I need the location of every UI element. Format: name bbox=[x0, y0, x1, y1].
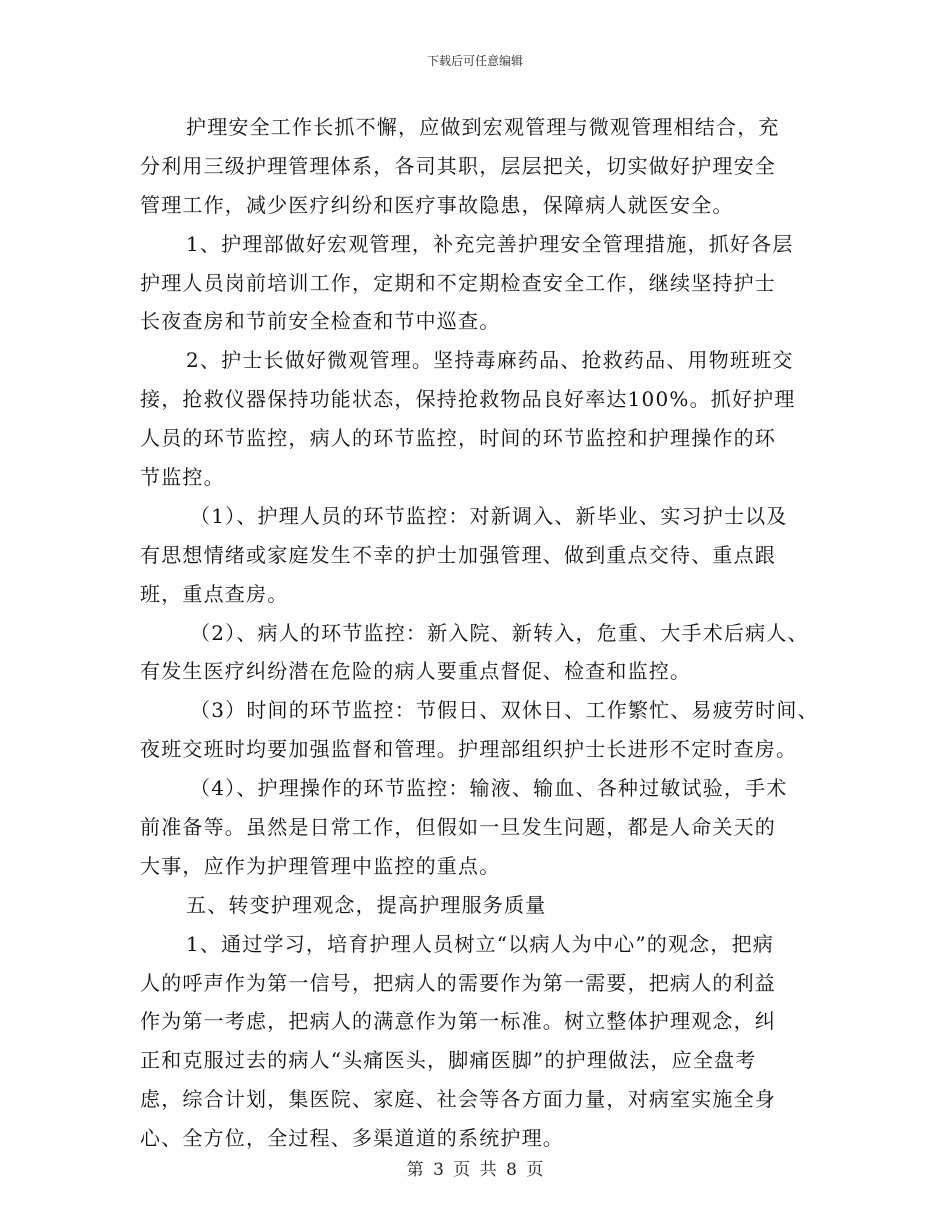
text-line: 有发生医疗纠纷潜在危险的病人要重点督促、检查和监控。 bbox=[140, 659, 692, 684]
text-line: 虑，综合计划，集医院、家庭、社会等各方面力量，对病室实施全身 bbox=[140, 1087, 776, 1112]
text-line: （2）、病人的环节监控：新入院、新转入，危重、大手术后病人、 bbox=[190, 620, 809, 645]
text-line: 心、全方位，全过程、多渠道道的系统护理。 bbox=[140, 1126, 564, 1151]
text-line: 作为第一考虑，把病人的满意作为第一标准。树立整体护理观念，纠 bbox=[140, 1009, 776, 1034]
text-line: 护理安全工作长抓不懈，应做到宏观管理与微观管理相结合，充 bbox=[186, 115, 780, 139]
text-line: （3）时间的环节监控：节假日、双休日、工作繁忙、易疲劳时间、 bbox=[190, 698, 819, 723]
text-line: 正和克服过去的病人“头痛医头，脚痛医脚”的护理做法，应全盘考 bbox=[140, 1048, 757, 1073]
text-line: （1）、护理人员的环节监控：对新调入、新毕业、实习护士以及 bbox=[190, 503, 788, 528]
text-line: 分利用三级护理管理体系，各司其职，层层把关，切实做好护理安全 bbox=[140, 153, 776, 178]
page-header-note: 下载后可任意编辑 bbox=[426, 54, 523, 68]
section-heading: 五、转变护理观念，提高护理服务质量 bbox=[186, 892, 547, 917]
text-line: 大事，应作为护理管理中监控的重点。 bbox=[140, 853, 501, 878]
text-line: 1、护理部做好宏观管理，补充完善护理安全管理措施，抓好各层 bbox=[186, 231, 794, 256]
text-line: 有思想情绪或家庭发生不幸的护士加强管理、做到重点交待、重点跟 bbox=[140, 542, 776, 567]
text-line: 护理人员岗前培训工作，定期和不定期检查安全工作，继续坚持护士 bbox=[140, 270, 776, 295]
document-body bbox=[140, 108, 820, 1158]
text-line: 班，重点查房。 bbox=[140, 581, 289, 606]
text-line: 管理工作，减少医疗纠纷和医疗事故隐患，保障病人就医安全。 bbox=[140, 192, 734, 217]
text-line: 1、通过学习，培育护理人员树立“以病人为中心”的观念，把病 bbox=[186, 931, 774, 956]
text-line: 人的呼声作为第一信号，把病人的需要作为第一需要，把病人的利益 bbox=[140, 970, 776, 995]
page-number: 第 3 页 共 8 页 bbox=[406, 1160, 544, 1180]
text-line: 长夜查房和节前安全检查和节中巡查。 bbox=[140, 309, 501, 334]
text-line: 2、护士长做好微观管理。坚持毒麻药品、抢救药品、用物班班交 bbox=[186, 348, 794, 373]
text-line: 节监控。 bbox=[140, 465, 225, 490]
text-line: （4）、护理操作的环节监控：输液、输血、各种过敏试验，手术 bbox=[190, 776, 788, 801]
text-line: 夜班交班时均要加强监督和管理。护理部组织护士长进形不定时查房。 bbox=[140, 737, 798, 762]
text-line: 接，抢救仪器保持功能状态，保持抢救物品良好率达100%。抓好护理 bbox=[140, 387, 796, 412]
text-line: 人员的环节监控，病人的环节监控，时间的环节监控和护理操作的环 bbox=[140, 426, 776, 451]
text-line: 前准备等。虽然是日常工作，但假如一旦发生问题，都是人命关天的 bbox=[140, 815, 776, 840]
